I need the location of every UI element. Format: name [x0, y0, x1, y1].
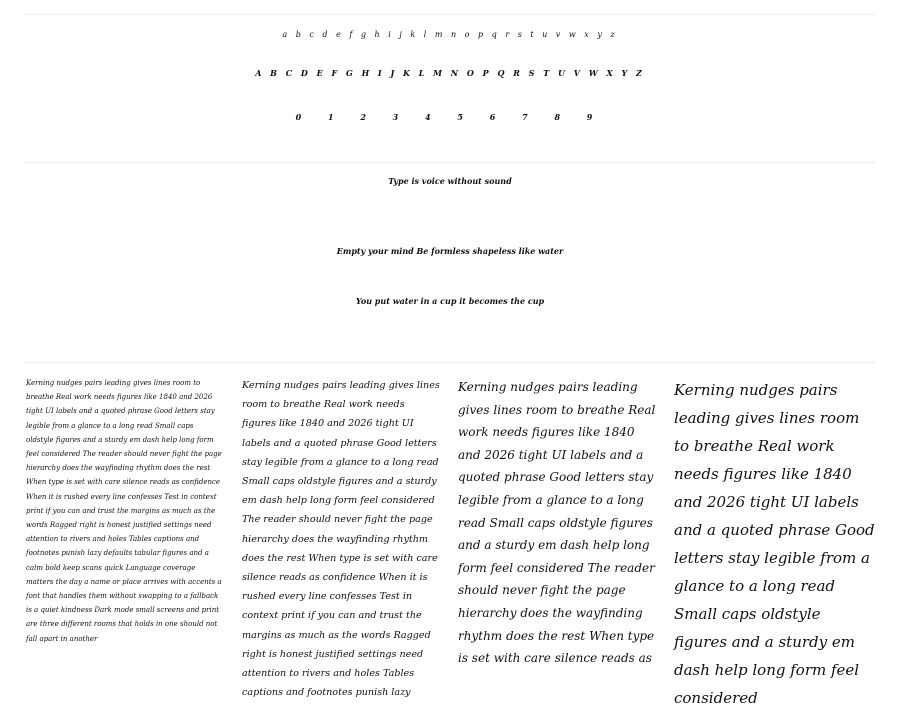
paragraph-column-xsmall: Kerning nudges pairs leading gives lines room to breathe Real work needs figures like 1840 and 2026 tight UI labels and a quoted phrase Good letters stay legible from a glance to a long read Small caps oldstyle figures and a sturdy em dash help long form feel considered The reader should never fight the page hierarchy does the wayfinding rhythm does the rest When type is set with care silence reads as confidence When it is rushed every line confesses Test in context print if you can and trust the margins as much as the words Ragged right is honest justified settings need attention to rivers and holes Tables captions and footnotes punish lazy defaults tabular figures and a calm bold keep scans quick Language coverage matters the day a name or place arrives with accents a font that handles them without swapping to a fallback is a quiet kindness Dark mode small screens and print are three different rooms that holds in one should not fall apart in another: [26, 379, 222, 643]
paragraph-column-large: Kerning nudges pairs leading gives lines room to breathe Real work needs figures like 1840 and 2026 tight UI labels and a quoted phrase Good letters stay legible from a glance to a long read Small caps oldstyle figures and a sturdy em dash help long form feel considered: [674, 381, 875, 707]
sample-line-large: Type is voice without sound: [388, 176, 512, 186]
specimen-divider: [24, 162, 876, 163]
lowercase-specimen: a b c d e f g h i j k l m n o p q r s t u v w x y z: [282, 30, 618, 39]
samples-divider: [24, 362, 876, 363]
uppercase-specimen: A B C D E F G H I J K L M N O P Q R S T U V W X Y Z: [255, 68, 645, 78]
sample-line-medium-1: Empty your mind Be formless shapeless like water: [336, 246, 564, 256]
sample-line-medium-2: You put water in a cup it becomes the cup: [355, 296, 545, 306]
paragraph-column-small: Kerning nudges pairs leading gives lines room to breathe Real work needs figures like 1840 and 2026 tight UI labels and a quoted phrase Good letters stay legible from a glance to a long read Small caps oldstyle figures and a sturdy em dash help long form feel considered The reader should never fight the page hierarchy does the wayfinding rhythm does the rest When type is set with care silence reads as confidence When it is rushed every line confesses Test in context print if you can and trust the margins as much as the words Ragged right is honest justified settings need attention to rivers and holes Tables captions and footnotes punish lazy: [242, 380, 440, 699]
top-divider: [24, 14, 876, 15]
paragraph-column-medium: Kerning nudges pairs leading gives lines room to breathe Real work needs figures like 1840 and 2026 tight UI labels and a quoted phrase Good letters stay legible from a glance to a long read Small caps oldstyle figures and a sturdy em dash help long form feel considered The reader should never fight the page hierarchy does the wayfinding rhythm does the rest When type is set with care silence reads as: [458, 380, 656, 666]
digits-specimen: 0 1 2 3 4 5 6 7 8 9: [295, 112, 605, 122]
